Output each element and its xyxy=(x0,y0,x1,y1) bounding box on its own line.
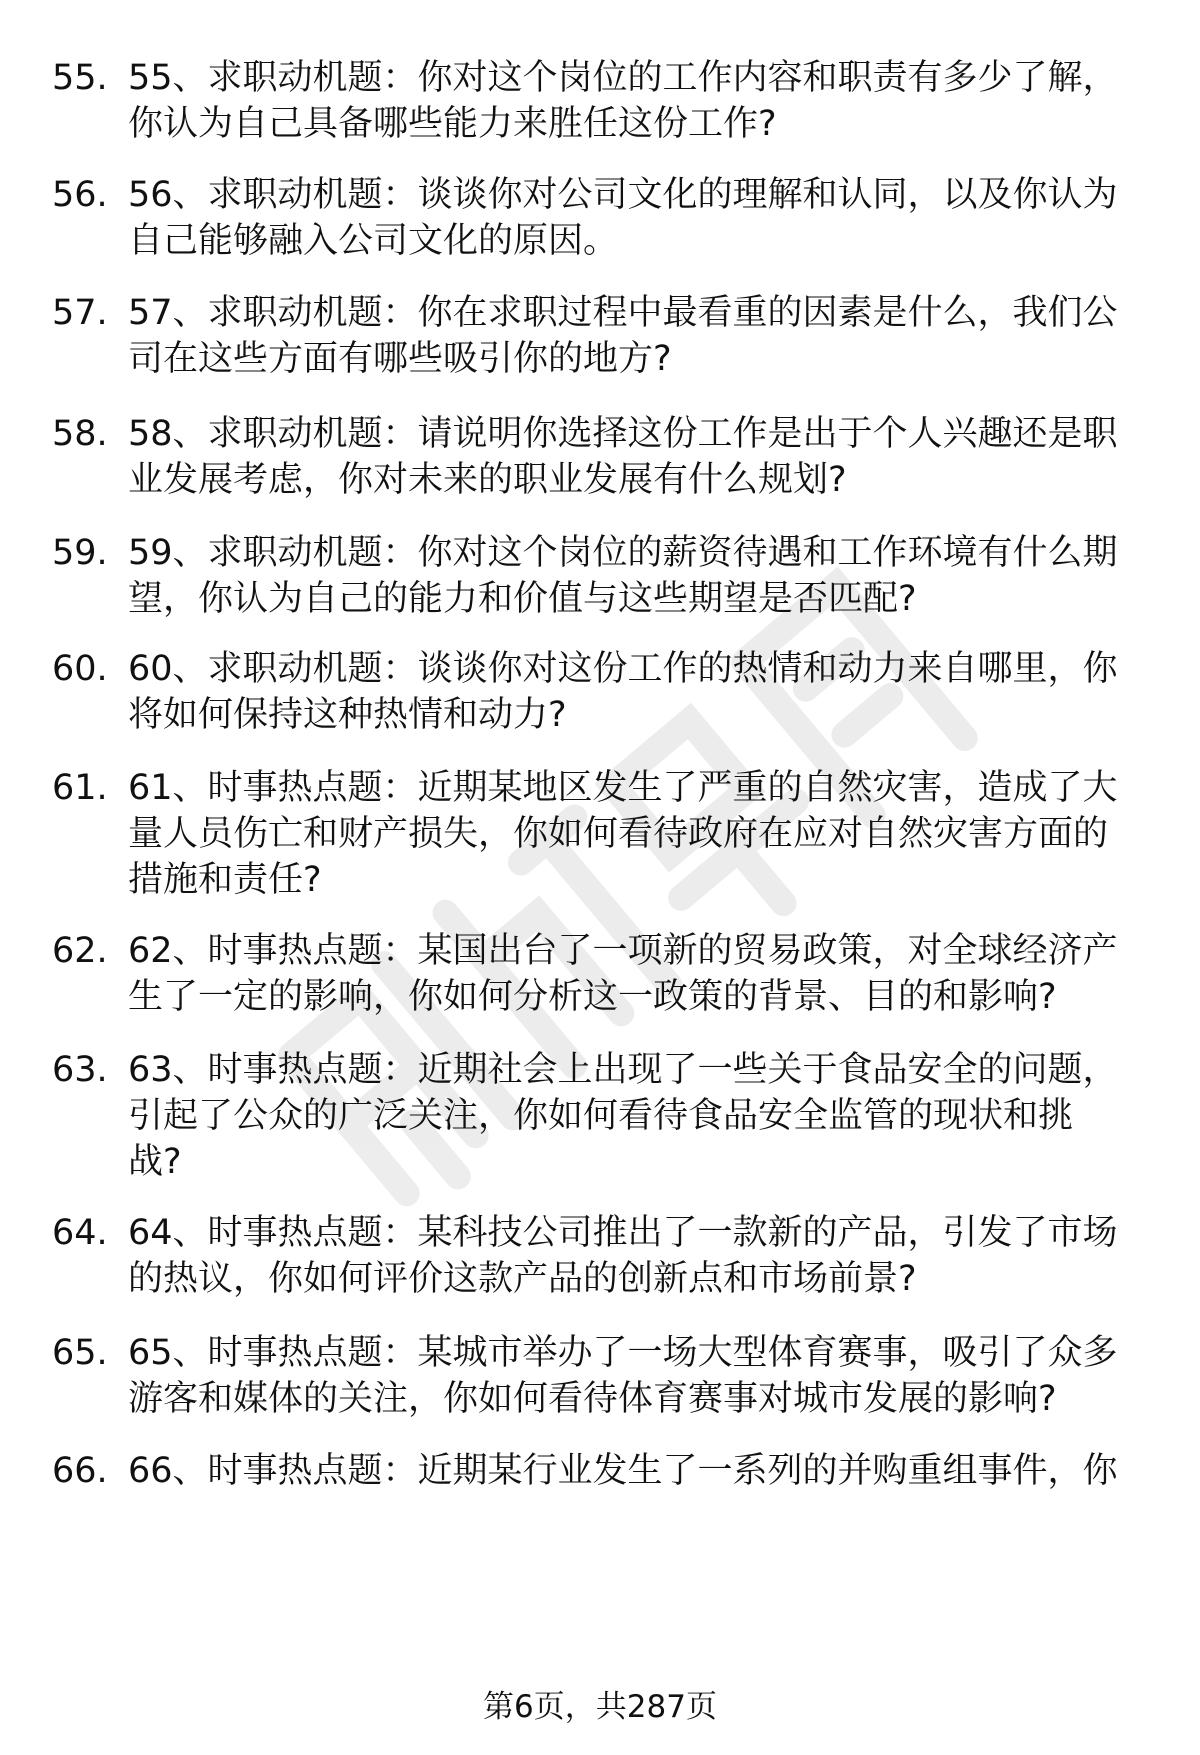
item-text xyxy=(128,290,1148,382)
item-text-line: 你认为自己具备哪些能力来胜任这份工作? xyxy=(128,104,777,144)
item-text-line: 自己能够融入公司文化的原因。 xyxy=(128,221,619,261)
item-text-line: 66、时事热点题：近期某行业发生了一系列的并购重组事件，你 xyxy=(128,1451,1118,1491)
item-text-line: 64、时事热点题：某科技公司推出了一款新的产品，引发了市场 xyxy=(128,1213,1118,1253)
item-text-line: 措施和责任? xyxy=(128,860,322,900)
item-number: 63. xyxy=(52,1050,108,1090)
item-number: 61. xyxy=(52,768,108,808)
item-number: 57. xyxy=(52,293,108,333)
item-text xyxy=(128,411,1148,503)
page-number-footer: 第6页，共287页 xyxy=(483,1689,717,1725)
item-text xyxy=(128,1448,1148,1494)
item-number: 56. xyxy=(52,175,108,215)
item-text-line: 望，你认为自己的能力和价值与这些期望是否匹配? xyxy=(128,579,917,619)
item-text-line: 62、时事热点题：某国出台了一项新的贸易政策，对全球经济产 xyxy=(128,931,1118,971)
item-number: 62. xyxy=(52,931,108,971)
item-number: 59. xyxy=(52,533,108,573)
item-text-line: 战? xyxy=(128,1142,182,1182)
item-text-line: 的热议，你如何评价这款产品的创新点和市场前景? xyxy=(128,1259,917,1299)
item-text-line: 司在这些方面有哪些吸引你的地方? xyxy=(128,339,672,379)
item-text xyxy=(128,1330,1148,1422)
item-text-line: 55、求职动机题：你对这个岗位的工作内容和职责有多少了解， xyxy=(128,58,1118,98)
item-text-line: 生了一定的影响，你如何分析这一政策的背景、目的和影响? xyxy=(128,977,1057,1017)
item-text-line: 59、求职动机题：你对这个岗位的薪资待遇和工作环境有什么期 xyxy=(128,533,1118,573)
item-number: 55. xyxy=(52,58,108,98)
item-text xyxy=(128,928,1148,1020)
item-text xyxy=(128,172,1148,264)
item-text-line: 65、时事热点题：某城市举办了一场大型体育赛事，吸引了众多 xyxy=(128,1333,1118,1373)
item-text xyxy=(128,1210,1148,1302)
item-text xyxy=(128,646,1148,738)
item-number: 66. xyxy=(52,1451,108,1491)
item-number: 60. xyxy=(52,649,108,689)
item-text-line: 56、求职动机题：谈谈你对公司文化的理解和认同，以及你认为 xyxy=(128,175,1118,215)
item-text xyxy=(128,765,1148,903)
item-text-line: 57、求职动机题：你在求职过程中最看重的因素是什么，我们公 xyxy=(128,293,1118,333)
item-text-line: 游客和媒体的关注，你如何看待体育赛事对城市发展的影响? xyxy=(128,1379,1057,1419)
item-text-line: 业发展考虑，你对未来的职业发展有什么规划? xyxy=(128,460,847,500)
item-number: 65. xyxy=(52,1333,108,1373)
item-number: 64. xyxy=(52,1213,108,1253)
item-text-line: 58、求职动机题：请说明你选择这份工作是出于个人兴趣还是职 xyxy=(128,414,1118,454)
item-text-line: 61、时事热点题：近期某地区发生了严重的自然灾害，造成了大 xyxy=(128,768,1118,808)
item-number: 58. xyxy=(52,414,108,454)
item-text-line: 60、求职动机题：谈谈你对这份工作的热情和动力来自哪里，你 xyxy=(128,649,1118,689)
item-text-line: 引起了公众的广泛关注，你如何看待食品安全监管的现状和挑 xyxy=(128,1096,1074,1136)
item-text-line: 将如何保持这种热情和动力? xyxy=(128,695,567,735)
item-text xyxy=(128,530,1148,622)
item-text xyxy=(128,55,1148,147)
item-text-line: 量人员伤亡和财产损失，你如何看待政府在应对自然灾害方面的 xyxy=(128,814,1109,854)
item-text xyxy=(128,1047,1148,1185)
item-text-line: 63、时事热点题：近期社会上出现了一些关于食品安全的问题， xyxy=(128,1050,1118,1090)
